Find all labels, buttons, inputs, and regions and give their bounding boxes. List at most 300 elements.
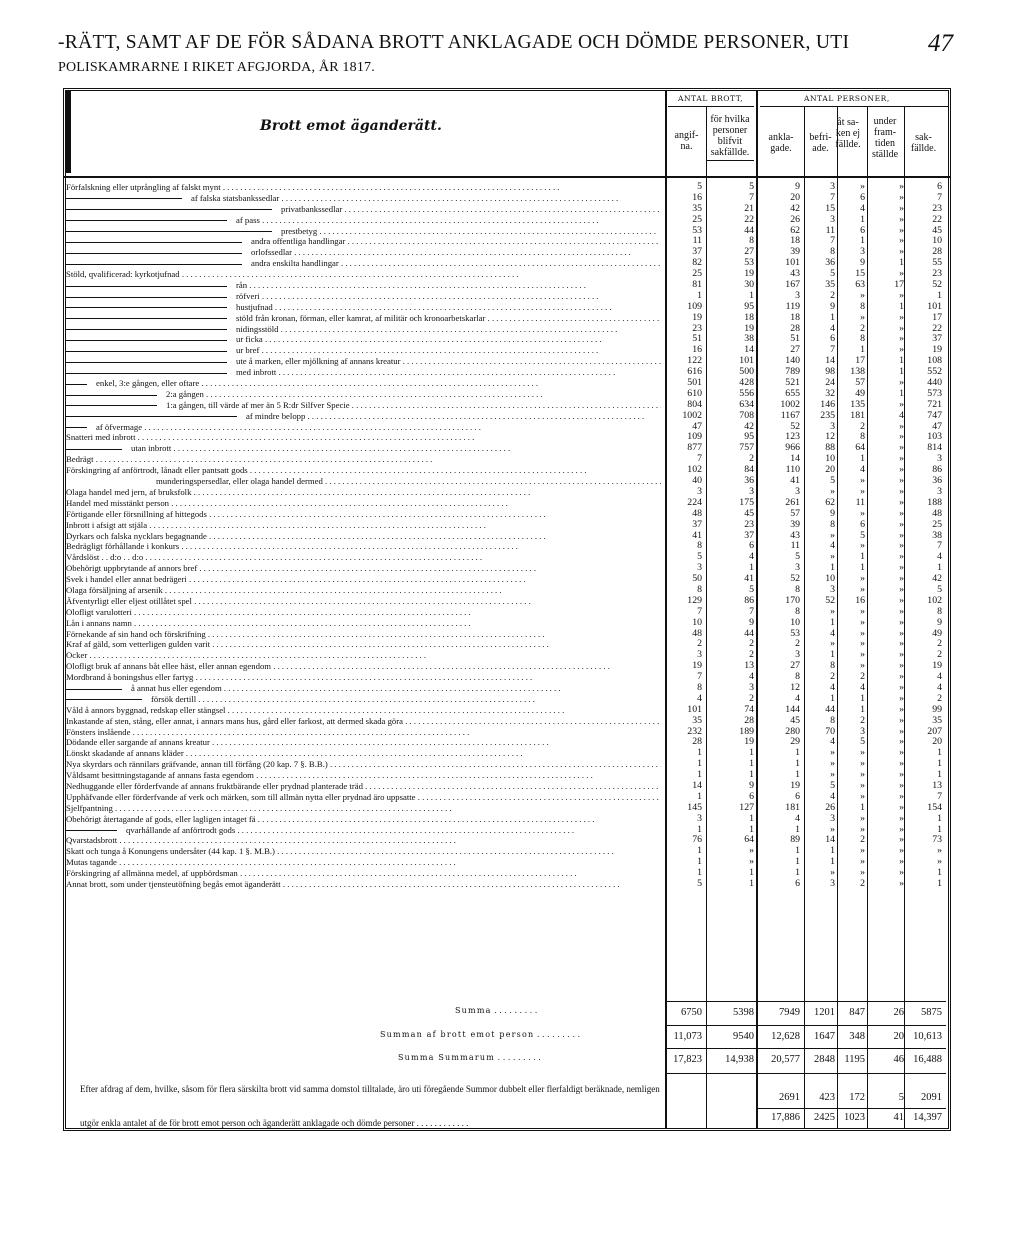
cell-value: » bbox=[860, 867, 865, 879]
cell-value: 9 bbox=[795, 181, 800, 192]
cell-value: 1 bbox=[795, 823, 800, 835]
cell-value: 2 bbox=[937, 638, 942, 650]
indent-rule bbox=[66, 427, 87, 428]
cell-value: 5 bbox=[795, 551, 800, 563]
cell-value: 39 bbox=[790, 518, 800, 530]
cell-value: 1 bbox=[697, 289, 702, 301]
table-row bbox=[66, 247, 946, 258]
cell-value: 52 bbox=[790, 420, 800, 432]
cell-value: 6 bbox=[860, 224, 865, 236]
cell-value: 41 bbox=[790, 475, 800, 487]
row-rule bbox=[665, 1025, 946, 1026]
cell-value: 1 bbox=[899, 300, 904, 312]
cell-value: 4 bbox=[830, 627, 835, 639]
row-label: ute å marken, eller mjölkning af annans kreatur . . . bbox=[236, 356, 661, 367]
indent-rule bbox=[66, 253, 242, 254]
indent-rule bbox=[66, 830, 117, 831]
cell-value: » bbox=[860, 747, 865, 759]
cell-value: 8 bbox=[697, 540, 702, 552]
cell-value: 5 bbox=[749, 181, 754, 192]
cell-value: 13 bbox=[932, 779, 942, 791]
table-row bbox=[66, 432, 946, 443]
cell-value: 4 bbox=[830, 736, 835, 748]
cell-value: 11 bbox=[692, 235, 702, 247]
row-label: Lönskt skadande af annans kläder . . . bbox=[66, 748, 661, 759]
cell-value: 3 bbox=[830, 812, 835, 824]
total-value: 5398 bbox=[733, 1007, 754, 1018]
cell-value: 175 bbox=[739, 496, 754, 508]
cell-value: 89 bbox=[790, 834, 800, 846]
cell-value: 1 bbox=[937, 758, 942, 770]
cell-value: » bbox=[899, 594, 904, 606]
cell-value: 4 bbox=[749, 671, 754, 683]
cell-value: » bbox=[860, 638, 865, 650]
cell-value: 45 bbox=[790, 714, 800, 726]
row-label: Förskingring af allmänna medel, af uppbördsman . . . bbox=[66, 868, 661, 879]
cell-value: 966 bbox=[785, 442, 800, 454]
indent-rule bbox=[66, 329, 227, 330]
cell-value: 99 bbox=[932, 703, 942, 715]
cell-value: 1 bbox=[697, 747, 702, 759]
cell-value: 1 bbox=[749, 823, 754, 835]
table-row bbox=[66, 182, 946, 193]
cell-value: 64 bbox=[744, 834, 754, 846]
cell-value: 123 bbox=[785, 431, 800, 443]
total-value: 16,488 bbox=[913, 1054, 942, 1065]
cell-value: » bbox=[899, 616, 904, 628]
row-label: Olaga handel med jern, af bruksfolk . . . bbox=[66, 487, 661, 498]
cell-value: 1 bbox=[937, 878, 942, 889]
total-value: 1647 bbox=[814, 1031, 835, 1042]
cell-value: 52 bbox=[932, 279, 942, 291]
total-value: 17,823 bbox=[673, 1054, 702, 1065]
indent-rule bbox=[66, 220, 227, 221]
row-label: Nya skyrdars och rännilars gräfvande, annan till förfång (20 kap. 7 §. B.B.) . . . bbox=[66, 759, 661, 770]
cell-value: 1 bbox=[697, 823, 702, 835]
cell-value: 47 bbox=[692, 420, 702, 432]
cell-value: 1 bbox=[860, 692, 865, 704]
table-row bbox=[66, 411, 946, 422]
row-label: Inkastande af sten, stång, eller annat, i annars mans hus, gård eller farkost, att dermed skada göra . . . bbox=[66, 716, 661, 727]
row-label: Sjelfpantning . . . bbox=[66, 803, 661, 814]
cell-value: 11 bbox=[855, 496, 865, 508]
cell-value: 10 bbox=[790, 616, 800, 628]
table-row bbox=[66, 193, 946, 204]
cell-value: 814 bbox=[927, 442, 942, 454]
table-row bbox=[66, 291, 946, 302]
cell-value: 5 bbox=[860, 529, 865, 541]
total-value: 11,073 bbox=[673, 1031, 702, 1042]
table-row bbox=[66, 563, 946, 574]
cell-value: 17 bbox=[932, 311, 942, 323]
cell-value: 14 bbox=[825, 355, 835, 367]
table-row bbox=[66, 269, 946, 280]
cell-value: 167 bbox=[785, 279, 800, 291]
row-label: Olaga försäljning af arsenik . . . bbox=[66, 585, 661, 596]
cell-value: 64 bbox=[855, 442, 865, 454]
cell-value: » bbox=[899, 224, 904, 236]
cell-value: 1 bbox=[830, 692, 835, 704]
total-value: 7949 bbox=[779, 1007, 800, 1018]
cell-value: 4 bbox=[749, 551, 754, 563]
group-header-brott: ANTAL BROTT, bbox=[678, 94, 744, 103]
cell-value: 10 bbox=[692, 616, 702, 628]
row-label: Handel med misstänkt person . . . bbox=[66, 498, 661, 509]
row-label: Äfventyrligt eller eljest otillåtet spel . . . bbox=[66, 596, 661, 607]
cell-value: » bbox=[899, 627, 904, 639]
cell-value: 41 bbox=[744, 573, 754, 585]
row-label: Skatt och tunga å Konungens undersåter (44 kap. 1 §. M.B.) . . . bbox=[66, 846, 661, 857]
row-label: Upphäfvande eller förderfvande af verk och märken, som till allmän nytta eller prydnad äro uppsatte . . . bbox=[66, 792, 661, 803]
page-subtitle: POLISKAMRARNE I RIKET AFGJORDA, ÅR 1817. bbox=[58, 60, 375, 75]
cell-value: 51 bbox=[692, 333, 702, 345]
row-label: af mindre belopp . . . bbox=[246, 411, 661, 422]
table-row bbox=[66, 705, 946, 716]
cell-value: » bbox=[899, 475, 904, 487]
table-row bbox=[66, 226, 946, 237]
table-body bbox=[66, 182, 946, 890]
cell-value: » bbox=[860, 573, 865, 585]
cell-value: » bbox=[899, 518, 904, 530]
table-row bbox=[66, 759, 946, 770]
table-row bbox=[66, 204, 946, 215]
cell-value: 28 bbox=[744, 714, 754, 726]
cell-value: » bbox=[899, 333, 904, 345]
cell-value: 36 bbox=[825, 257, 835, 269]
table-row bbox=[66, 857, 946, 868]
cell-value: 3 bbox=[697, 562, 702, 574]
cell-value: 1 bbox=[795, 769, 800, 781]
column-header: åt sa- ken ej fällde. bbox=[835, 117, 861, 150]
row-label: Förtigande eller försnillning af hittegods . . . bbox=[66, 509, 661, 520]
cell-value: 23 bbox=[932, 202, 942, 214]
cell-value: » bbox=[830, 758, 835, 770]
cell-value: 2 bbox=[860, 322, 865, 334]
cell-value: » bbox=[860, 769, 865, 781]
cell-value: 280 bbox=[785, 725, 800, 737]
cell-value: 8 bbox=[860, 431, 865, 443]
deduction-value: 2091 bbox=[921, 1092, 942, 1103]
table-row bbox=[66, 258, 946, 269]
cell-value: » bbox=[899, 823, 904, 835]
frame-rule-left bbox=[66, 91, 71, 173]
cell-value: 18 bbox=[744, 311, 754, 323]
row-label: röfveri . . . bbox=[236, 291, 661, 302]
table-row bbox=[66, 400, 946, 411]
cell-value: » bbox=[860, 311, 865, 323]
table-row bbox=[66, 531, 946, 542]
cell-value: 129 bbox=[687, 594, 702, 606]
cell-value: 1 bbox=[860, 235, 865, 247]
cell-value: » bbox=[899, 485, 904, 497]
cell-value: 24 bbox=[825, 377, 835, 389]
table-row bbox=[66, 443, 946, 454]
cell-value: 82 bbox=[692, 257, 702, 269]
cell-value: 102 bbox=[927, 594, 942, 606]
cell-value: 3 bbox=[749, 681, 754, 693]
cell-value: 32 bbox=[825, 387, 835, 399]
cell-value: 1 bbox=[830, 311, 835, 323]
cell-value: » bbox=[830, 747, 835, 759]
cell-value: 5 bbox=[860, 736, 865, 748]
cell-value: 189 bbox=[739, 725, 754, 737]
table-row bbox=[66, 683, 946, 694]
cell-value: 48 bbox=[932, 507, 942, 519]
cell-value: 5 bbox=[697, 551, 702, 563]
cell-value: 4 bbox=[937, 551, 942, 563]
table-row bbox=[66, 814, 946, 825]
total-value: 9540 bbox=[733, 1031, 754, 1042]
cell-value: » bbox=[899, 202, 904, 214]
cell-value: 70 bbox=[825, 725, 835, 737]
cell-value: 5 bbox=[830, 268, 835, 280]
cell-value: » bbox=[899, 507, 904, 519]
cell-value: 521 bbox=[785, 377, 800, 389]
cell-value: 17 bbox=[855, 355, 865, 367]
cell-value: » bbox=[899, 812, 904, 824]
cell-value: 19 bbox=[692, 660, 702, 672]
table-title: Brott emot äganderätt. bbox=[260, 118, 442, 134]
cell-value: » bbox=[899, 790, 904, 802]
cell-value: 10 bbox=[825, 453, 835, 465]
cell-value: 6 bbox=[749, 790, 754, 802]
cell-value: 5 bbox=[937, 583, 942, 595]
cell-value: 1 bbox=[937, 823, 942, 835]
row-label: ur ficka . . . bbox=[236, 334, 661, 345]
table-row bbox=[66, 520, 946, 531]
cell-value: 3 bbox=[937, 485, 942, 497]
cell-value: 16 bbox=[855, 594, 865, 606]
cell-value: 101 bbox=[739, 355, 754, 367]
table-row bbox=[66, 596, 946, 607]
cell-value: 1 bbox=[830, 856, 835, 868]
cell-value: » bbox=[899, 573, 904, 585]
cell-value: 20 bbox=[932, 736, 942, 748]
cell-value: 170 bbox=[785, 594, 800, 606]
footer-value: 41 bbox=[893, 1112, 904, 1123]
cell-value: 1 bbox=[697, 769, 702, 781]
cell-value: 84 bbox=[744, 464, 754, 476]
cell-value: 48 bbox=[692, 507, 702, 519]
row-label: privatbankssedlar . . . bbox=[281, 204, 661, 215]
indent-rule bbox=[66, 689, 122, 690]
row-label: Obehörigt uppbrytande af annors bref . . . bbox=[66, 563, 661, 574]
cell-value: » bbox=[899, 235, 904, 247]
cell-value: 8 bbox=[795, 605, 800, 617]
cell-value: 138 bbox=[850, 366, 865, 378]
cell-value: 44 bbox=[825, 703, 835, 715]
cell-value: 38 bbox=[932, 529, 942, 541]
cell-value: 44 bbox=[744, 627, 754, 639]
indent-rule bbox=[66, 405, 157, 406]
table-row bbox=[66, 389, 946, 400]
cell-value: 42 bbox=[932, 573, 942, 585]
cell-value: » bbox=[749, 856, 754, 868]
table-row bbox=[66, 552, 946, 563]
cell-value: 16 bbox=[692, 191, 702, 203]
cell-value: 10 bbox=[932, 235, 942, 247]
cell-value: 101 bbox=[687, 703, 702, 715]
row-label: af pass . . . bbox=[236, 215, 661, 226]
row-label: Vårdslöst . . d:o . . d:o . . . bbox=[66, 552, 661, 563]
footer-value: 2425 bbox=[814, 1112, 835, 1123]
cell-value: » bbox=[899, 311, 904, 323]
cell-value: 3 bbox=[795, 562, 800, 574]
cell-value: 5 bbox=[830, 779, 835, 791]
cell-value: » bbox=[899, 747, 904, 759]
cell-value: 7 bbox=[937, 540, 942, 552]
cell-value: 1 bbox=[795, 845, 800, 857]
cell-value: 1 bbox=[749, 758, 754, 770]
cell-value: 19 bbox=[744, 322, 754, 334]
cell-value: 37 bbox=[744, 529, 754, 541]
cell-value: 440 bbox=[927, 377, 942, 389]
cell-value: 2 bbox=[860, 834, 865, 846]
cell-value: » bbox=[899, 801, 904, 813]
cell-value: 19 bbox=[744, 268, 754, 280]
cell-value: 4 bbox=[937, 681, 942, 693]
cell-value: 28 bbox=[790, 322, 800, 334]
cell-value: » bbox=[899, 671, 904, 683]
cell-value: 45 bbox=[744, 507, 754, 519]
cell-value: 2 bbox=[860, 714, 865, 726]
cell-value: » bbox=[899, 398, 904, 410]
cell-value: 19 bbox=[790, 779, 800, 791]
cell-value: 37 bbox=[692, 518, 702, 530]
cell-value: » bbox=[860, 790, 865, 802]
cell-value: 6 bbox=[937, 181, 942, 192]
cell-value: 7 bbox=[749, 191, 754, 203]
cell-value: 721 bbox=[927, 398, 942, 410]
cell-value: 8 bbox=[697, 583, 702, 595]
cell-value: 28 bbox=[932, 246, 942, 258]
cell-value: » bbox=[830, 485, 835, 497]
cell-value: 1 bbox=[899, 257, 904, 269]
cell-value: 1 bbox=[830, 616, 835, 628]
cell-value: 57 bbox=[790, 507, 800, 519]
cell-value: » bbox=[899, 322, 904, 334]
row-label: Snatteri med inbrott . . . bbox=[66, 432, 661, 443]
table-row bbox=[66, 585, 946, 596]
cell-value: 573 bbox=[927, 387, 942, 399]
cell-value: 1 bbox=[697, 845, 702, 857]
cell-value: 3 bbox=[697, 649, 702, 661]
total-value: 6750 bbox=[681, 1007, 702, 1018]
cell-value: 3 bbox=[860, 246, 865, 258]
cell-value: 7 bbox=[749, 605, 754, 617]
cell-value: 22 bbox=[932, 213, 942, 225]
cell-value: 1 bbox=[860, 551, 865, 563]
cell-value: 2 bbox=[937, 649, 942, 661]
cell-value: 35 bbox=[825, 279, 835, 291]
row-rule bbox=[760, 106, 948, 107]
table-row bbox=[66, 334, 946, 345]
cell-value: 1 bbox=[860, 562, 865, 574]
row-label: Bedrägligt förhållande i konkurs . . . bbox=[66, 541, 661, 552]
indent-rule bbox=[66, 297, 227, 298]
row-label: Olofligt varulotteri . . . bbox=[66, 607, 661, 618]
cell-value: 1 bbox=[795, 747, 800, 759]
cell-value: 76 bbox=[692, 834, 702, 846]
cell-value: 9 bbox=[830, 507, 835, 519]
cell-value: 25 bbox=[692, 268, 702, 280]
cell-value: » bbox=[899, 464, 904, 476]
cell-value: 7 bbox=[697, 671, 702, 683]
cell-value: » bbox=[899, 605, 904, 617]
indent-rule bbox=[66, 340, 227, 341]
row-label: af falska statsbankssedlar . . . bbox=[191, 193, 661, 204]
cell-value: 35 bbox=[692, 202, 702, 214]
row-label: 2:a gången . . . bbox=[166, 389, 661, 400]
cell-value: 757 bbox=[739, 442, 754, 454]
row-label: med inbrott . . . bbox=[236, 367, 661, 378]
cell-value: 3 bbox=[830, 878, 835, 889]
cell-value: 6 bbox=[860, 191, 865, 203]
cell-value: » bbox=[899, 496, 904, 508]
cell-value: 23 bbox=[932, 268, 942, 280]
cell-value: » bbox=[899, 714, 904, 726]
cell-value: 1 bbox=[749, 747, 754, 759]
row-label: rån . . . bbox=[236, 280, 661, 291]
deduction-note: Efter afdrag af dem, hvilke, såsom för flera särskilta brott vid samma domstol tilltalade, äro uti föregående Summor dubbelt eller flerfaldigt beräknade, nemligen bbox=[80, 1084, 660, 1094]
cell-value: 74 bbox=[744, 703, 754, 715]
cell-value: 4 bbox=[899, 409, 904, 421]
cell-value: 43 bbox=[790, 268, 800, 280]
indent-rule bbox=[66, 699, 142, 700]
cell-value: 73 bbox=[932, 834, 942, 846]
column-header: för hvilka personer blifvit sakfällde. bbox=[710, 114, 750, 158]
cell-value: 616 bbox=[687, 366, 702, 378]
cell-value: » bbox=[830, 867, 835, 879]
cell-value: 188 bbox=[927, 496, 942, 508]
cell-value: 144 bbox=[785, 703, 800, 715]
cell-value: 3 bbox=[795, 289, 800, 301]
cell-value: 7 bbox=[937, 191, 942, 203]
indent-rule bbox=[66, 395, 157, 396]
cell-value: 3 bbox=[860, 725, 865, 737]
row-label: utan inbrott . . . bbox=[131, 443, 661, 454]
cell-value: 4 bbox=[830, 540, 835, 552]
table-row bbox=[66, 498, 946, 509]
cell-value: 25 bbox=[692, 213, 702, 225]
cell-value: 4 bbox=[830, 322, 835, 334]
cell-value: » bbox=[899, 529, 904, 541]
cell-value: 1 bbox=[749, 812, 754, 824]
table-row bbox=[66, 541, 946, 552]
table-row bbox=[66, 618, 946, 629]
indent-rule bbox=[66, 362, 227, 363]
total-value: 26 bbox=[893, 1007, 904, 1018]
cell-value: » bbox=[899, 878, 904, 889]
cell-value: » bbox=[899, 867, 904, 879]
indent-rule bbox=[66, 242, 242, 243]
table-row bbox=[66, 367, 946, 378]
cell-value: 101 bbox=[927, 300, 942, 312]
cell-value: » bbox=[937, 845, 942, 857]
cell-value: » bbox=[860, 289, 865, 301]
cell-value: 140 bbox=[785, 355, 800, 367]
indent-rule bbox=[66, 384, 87, 385]
row-rule bbox=[668, 106, 754, 107]
cell-value: 8 bbox=[795, 583, 800, 595]
cell-value: 53 bbox=[692, 224, 702, 236]
deduction-value: 2691 bbox=[779, 1092, 800, 1103]
cell-value: 1 bbox=[749, 769, 754, 781]
cell-value: » bbox=[937, 856, 942, 868]
cell-value: 52 bbox=[790, 573, 800, 585]
cell-value: 1 bbox=[795, 867, 800, 879]
cell-value: » bbox=[830, 823, 835, 835]
